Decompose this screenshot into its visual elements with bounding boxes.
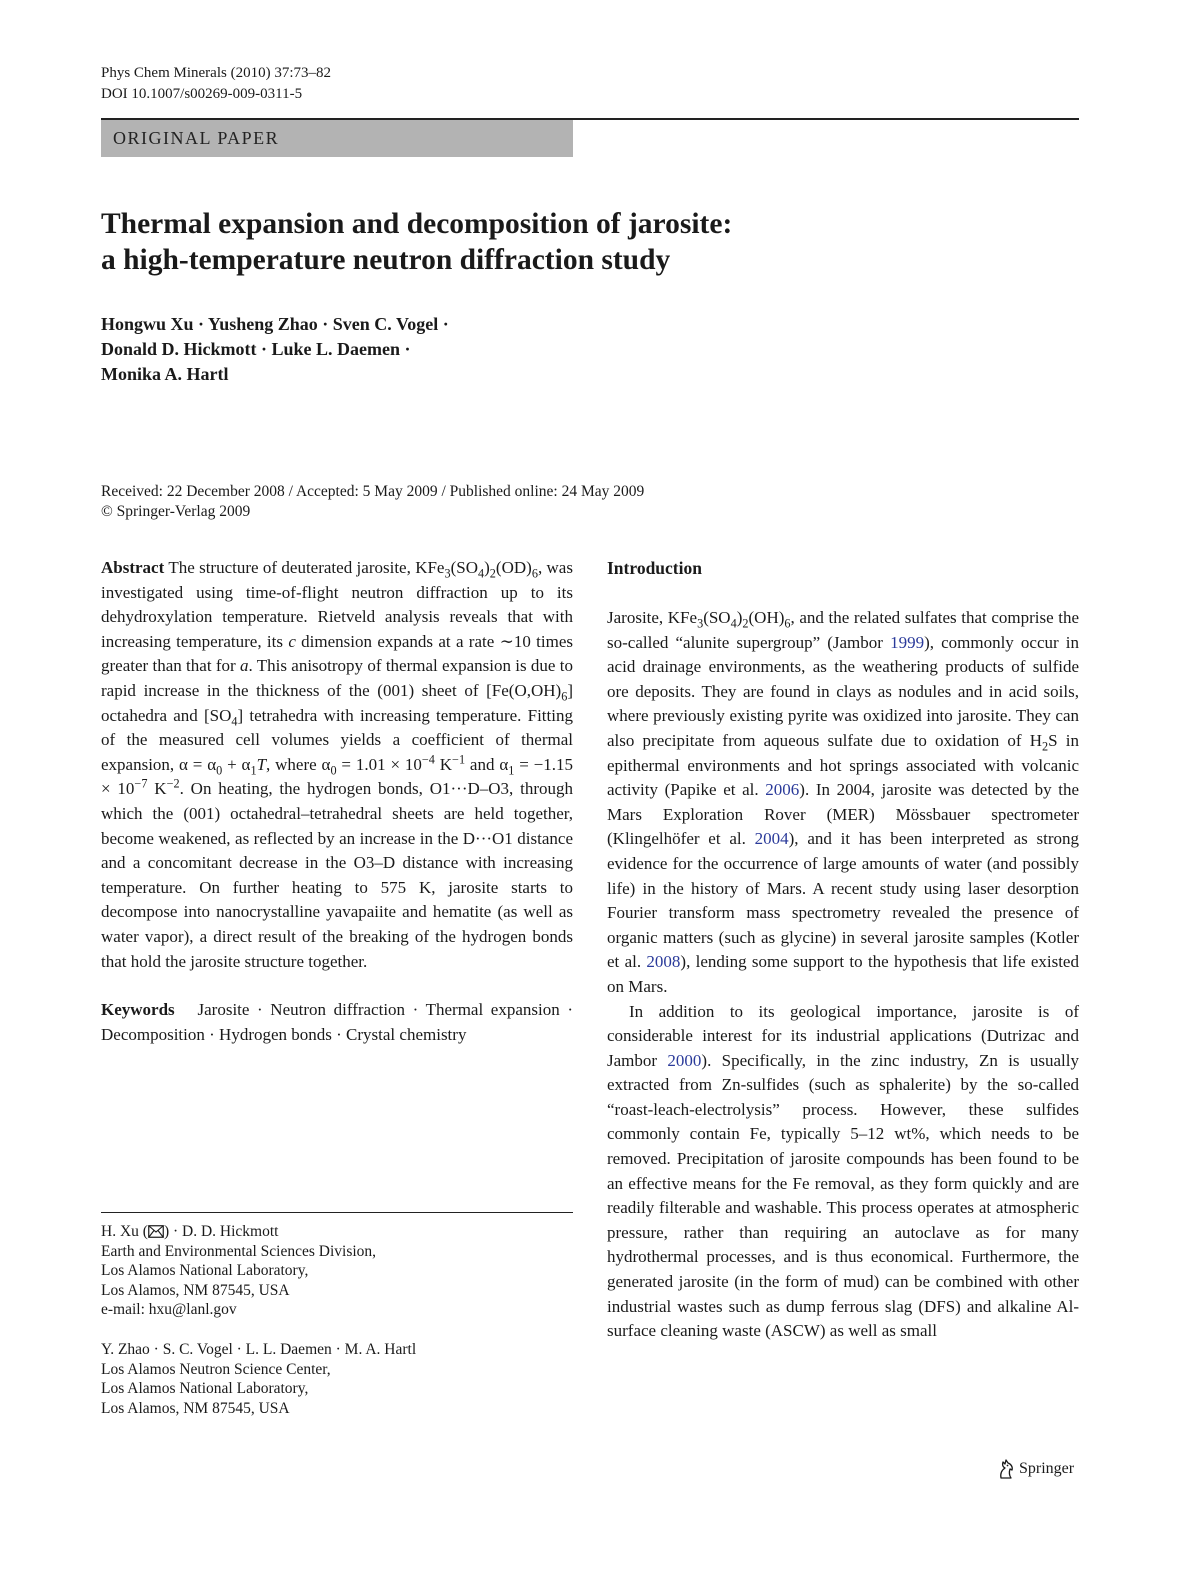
publisher-name: Springer (1019, 1460, 1075, 1477)
right-column (607, 556, 1079, 1344)
citation-link[interactable]: 2000 (667, 1050, 702, 1070)
copyright: © Springer-Verlag 2009 (101, 503, 251, 520)
affiliation-rule (101, 1212, 573, 1213)
affiliation-2-line-4: Los Alamos, NM 87545, USA (101, 1399, 290, 1417)
journal-info (101, 63, 331, 105)
affiliation-2-line-2: Los Alamos Neutron Science Center, (101, 1360, 331, 1378)
citation-link[interactable]: 2008 (646, 952, 681, 972)
journal-citation: Phys Chem Minerals (2010) 37:73–82 (101, 65, 331, 81)
keywords-list: Jarosite · Neutron diffraction · Thermal expansion · Decomposition · Hydrogen bonds · Crystal chemistry (101, 1000, 574, 1044)
affiliation-1-line-2: Earth and Environmental Sciences Division, (101, 1242, 377, 1260)
abstract-label: Abstract (101, 558, 165, 577)
author-email[interactable]: e-mail: hxu@lanl.gov (101, 1301, 237, 1319)
citation-link[interactable]: 2004 (754, 829, 789, 849)
introduction-paragraph-2: In addition to its geological importance, jarosite is of considerable interest for its industrial applications (Dutrizac and Jambor 2000). Specifically, in the zinc industry, Zn is usually extracted from Zn-sulfides (such as sphalerite) by the so-called “roast-leach-electrolysis” process. However, these sulfides commonly contain Fe, typically 5–12 wt%, which needs to be removed. Precipitation of jarosite compounds has been found to be an effective means for the Fe removal, as they form quickly and are readily filterable and washable. This process operates at atmospheric pressure, rather than requiring an autoclave as for many hydrothermal processes, and is thus economical. Furthermore, the generated jarosite (in the form of mud) can be combined with other industrial wastes such as dump ferrous slag (DFS) and alkaline Al-surface cleaning waste (ASCW) as well as small (607, 1001, 1079, 1341)
authors-line-2: Donald D. Hickmott · Luke L. Daemen · (101, 339, 411, 359)
authors-line-3: Monika A. Hartl (101, 364, 229, 384)
publication-dates (101, 482, 644, 522)
keywords-label: Keywords (101, 1000, 175, 1020)
introduction-paragraph-1: Jarosite, $KFe_3(SO_4)_2(OH)_6$, and the related sulfates that comprise the so-called “alunite supergroup” (Jambor 1999), commonly occur in acid drainage environments, as the weathering products of sulfide ore deposits. They are found in clays as nodules and in acid soils, where previously existing pyrite was oxidized into jarosite. They can also precipitate from aqueous sulfate due to oxidation of $H_2S$ in epithermal environments and hot springs associated with volcanic activity (Papike et al. 2006). In 2004, jarosite was detected by the Mars Exploration Rover (MER) Mössbauer spectrometer (Klingelhöfer et al. 2004), and it has been interpreted as strong evidence for the occurrence of large amounts of water (and possibly life) in the history of Mars. A recent study using laser desorption Fourier transform mass spectrometry revealed the presence of organic matters (such as glycine) in several jarosite samples (Kotler et al. 2008), lending some support to the hypothesis that life existed on Mars. (607, 608, 1080, 996)
author-list (101, 312, 449, 387)
authors-line-1: Hongwu Xu · Yusheng Zhao · Sven C. Vogel · (101, 314, 449, 334)
springer-horse-icon (997, 1459, 1015, 1479)
affiliation-1-line-3: Los Alamos National Laboratory, (101, 1262, 309, 1280)
left-column (101, 556, 573, 1047)
introduction-heading: Introduction (607, 558, 702, 578)
citation-link[interactable]: 1999 (890, 632, 925, 652)
title-line-2: a high-temperature neutron diffraction study (101, 244, 671, 276)
affiliation-2-line-3: Los Alamos National Laboratory, (101, 1380, 309, 1398)
affiliation-1-names: H. Xu ( ) · D. D. Hickmott (101, 1223, 279, 1240)
affiliation-1-line-4: Los Alamos, NM 87545, USA (101, 1281, 290, 1299)
affiliation-2-names: Y. Zhao · S. C. Vogel · L. L. Daemen · M. A. Hartl (101, 1341, 417, 1358)
abstract: Abstract The structure of deuterated jarosite, $KFe_3(SO_4)_2(OD)_6$, was investigated using time-of-flight neutron diffraction up to its dehydroxylation temperature. Rietveld analysis reveals that with increasing temperature, its c dimension expands at a rate ∼10 times greater than that for a. This anisotropy of thermal expansion is due to rapid increase in the thickness of the (001) sheet of $[Fe(O,OH)_6]$ octahedra and $[SO_4]$ tetrahedra with increasing temperature. Fitting of the measured cell volumes yields a coefficient of thermal expansion, $\alpha = \alpha_0 + \alpha_1T$, where $\alpha_0 = 1.01 \times 10^{-4}$ $K^{-1}$ and $\alpha_1 = -1.15 \times 10^{-7}$ $K^{-2}$. On heating, the hydrogen bonds, O1···D–O3, through which the (001) octahedral–tetrahedral sheets are held together, become weakened, as reflected by an increase in the D···O1 distance and a concomitant decrease in the O3–D distance with increasing temperature. On further heating to 575 K, jarosite starts to decompose into nanocrystalline yavapaiite and hematite (as well as water vapor), a direct result of the breaking of the hydrogen bonds that hold the jarosite structure together. (101, 558, 574, 971)
doi: DOI 10.1007/s00269-009-0311-5 (101, 86, 303, 102)
title-line-1: Thermal expansion and decomposition of jarosite: (101, 208, 733, 240)
affiliation-1 (101, 1222, 376, 1320)
paper-title (101, 206, 732, 278)
affiliation-2 (101, 1340, 416, 1418)
publisher-mark (997, 1459, 1074, 1479)
envelope-icon (148, 1225, 164, 1238)
paper-type-banner: ORIGINAL PAPER (101, 120, 573, 157)
citation-link[interactable]: 2006 (765, 780, 800, 800)
keywords (101, 998, 573, 1047)
publication-history: Received: 22 December 2008 / Accepted: 5 May 2009 / Published online: 24 May 2009 (101, 483, 645, 500)
